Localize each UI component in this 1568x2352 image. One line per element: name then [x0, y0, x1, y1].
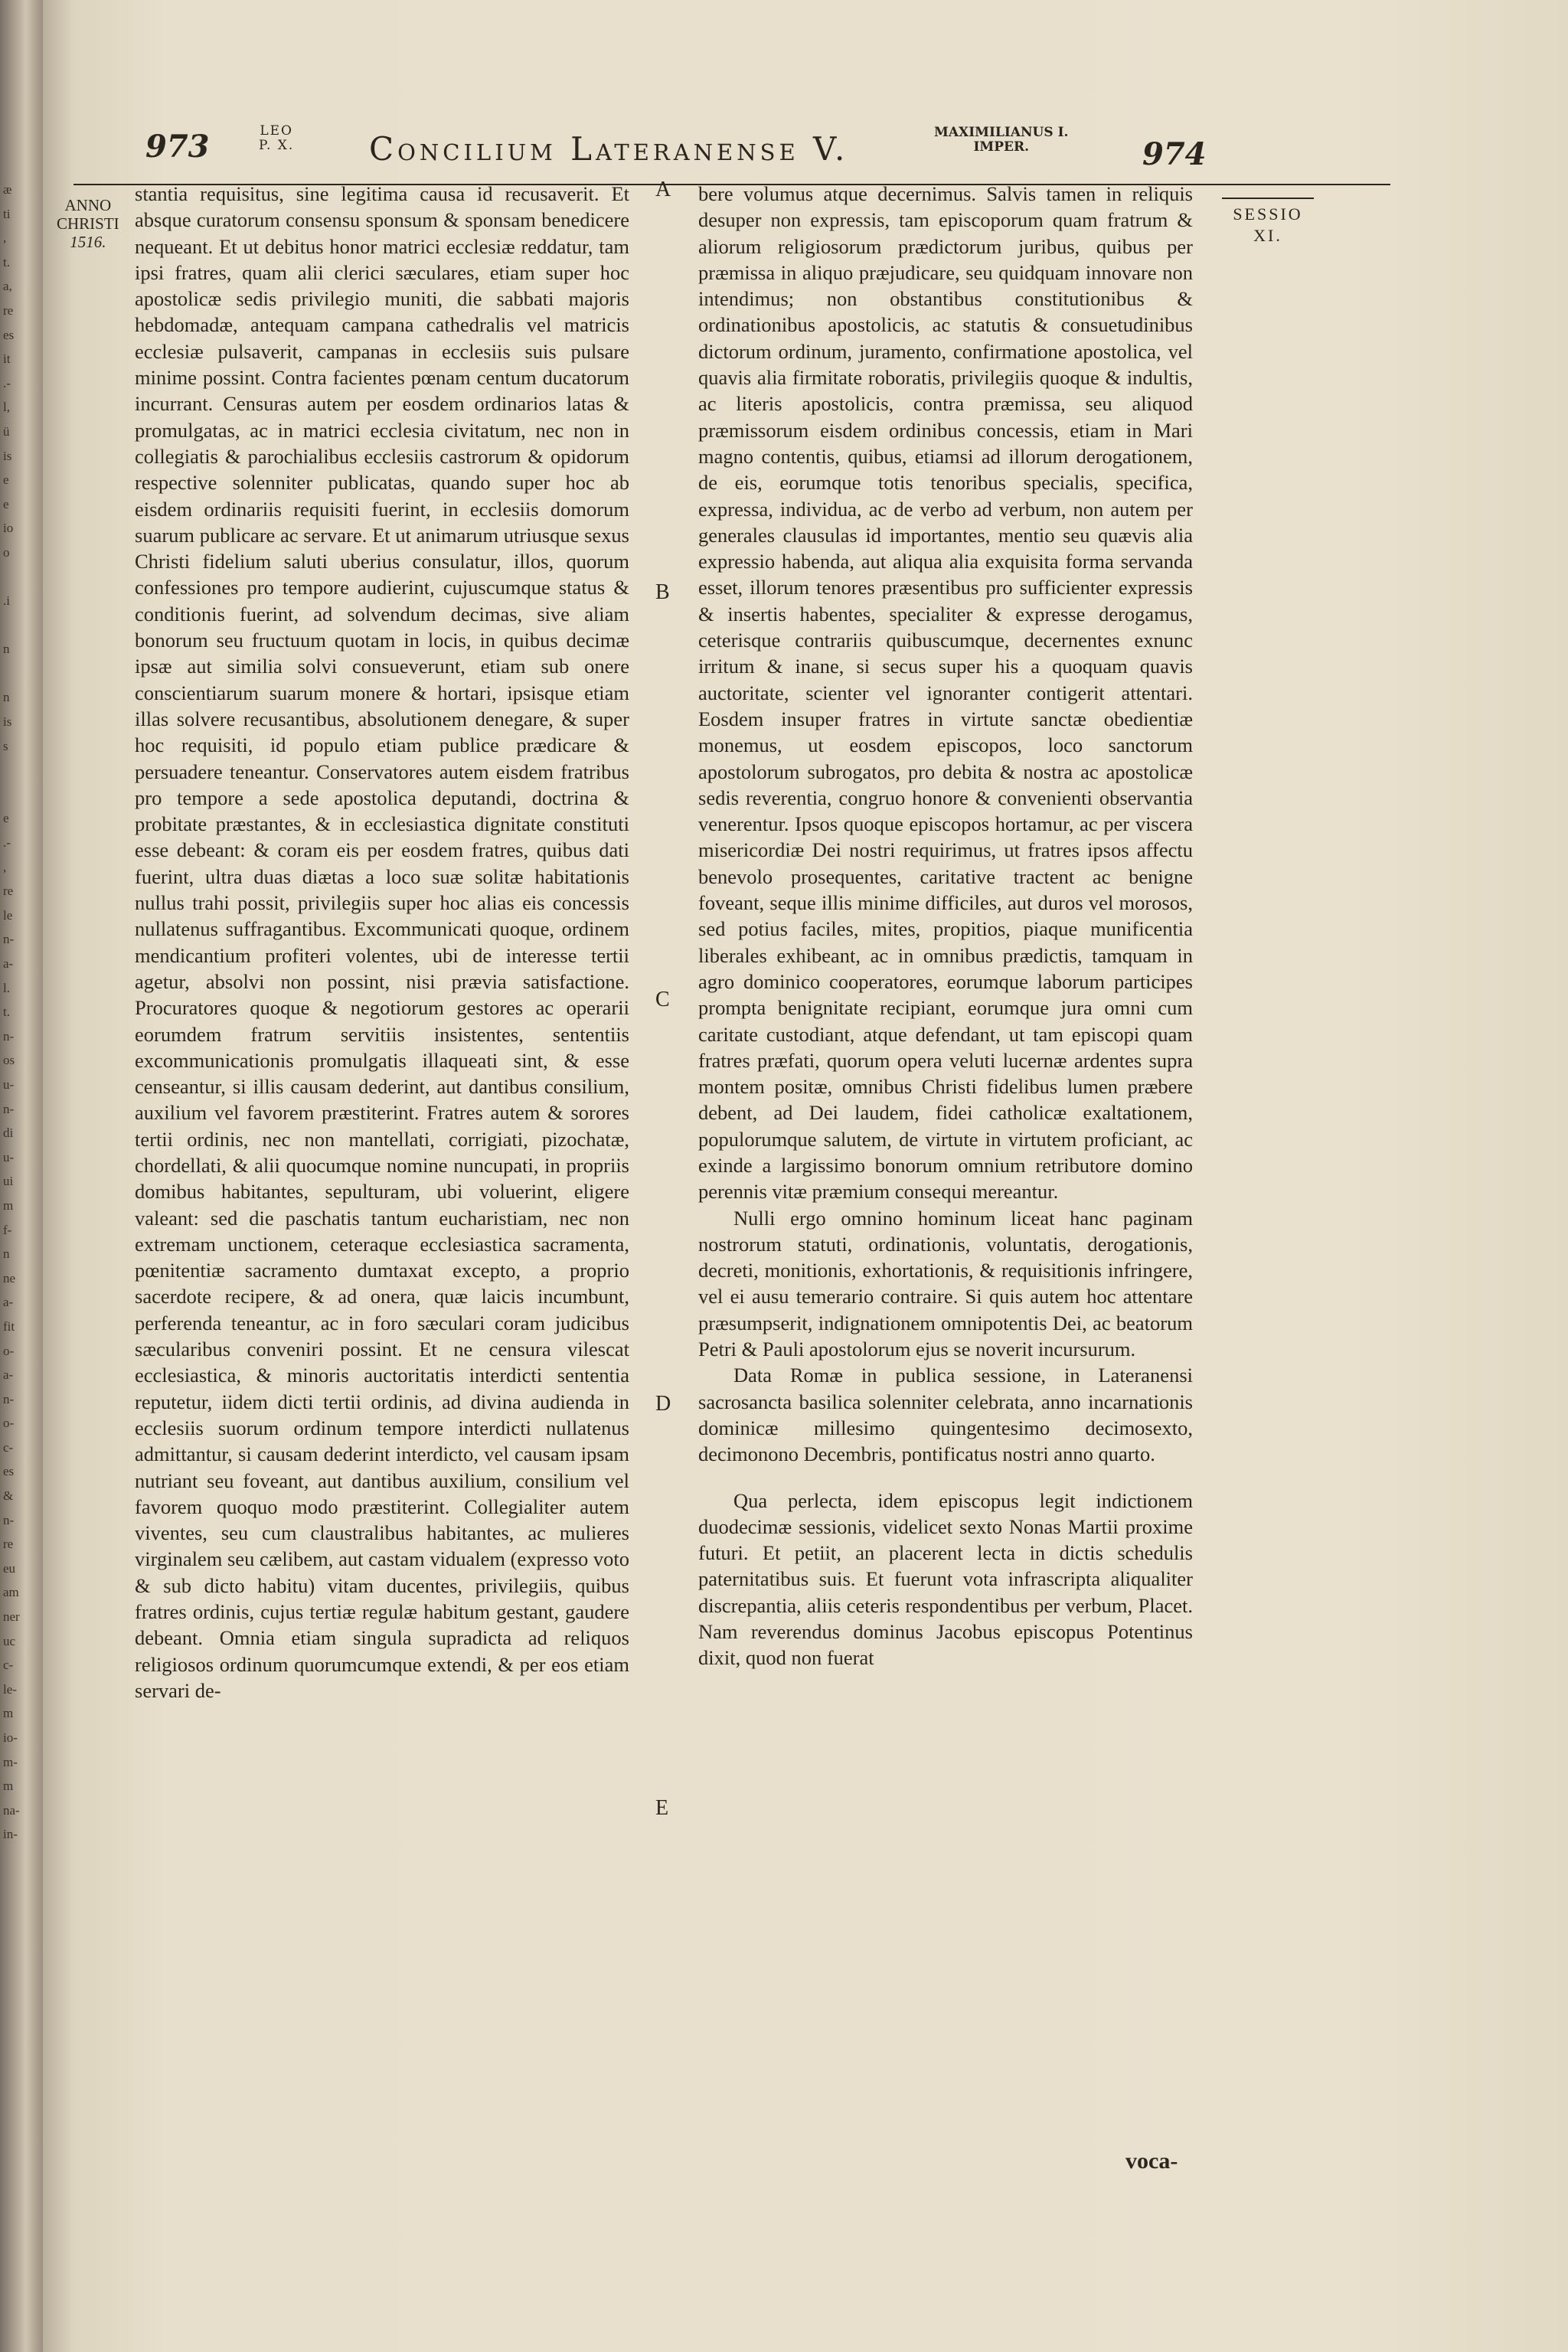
page-number-right: 974: [1142, 136, 1207, 172]
section-letter-e: E: [655, 1796, 669, 1820]
margin-anno: ANNO: [64, 196, 112, 214]
running-title: Concilium Lateranense V.: [369, 130, 849, 168]
right-paragraph-2: Nulli ergo omnino hominum liceat hanc paginam nostrorum statuti, ordinationis, voluntatis, derogationis, decreti, monitionis, exhortationis, & requisitionis infringere, vel ei ausu temerario contraire. Si quis autem hoc attentare præsumpserit, indignationem omnipotentis Dei, ac beatorum Petri & Pauli apostolorum ejus se noverit incursurum.: [698, 1206, 1193, 1361]
margin-note-session: [1222, 198, 1314, 247]
margin-year: 1516.: [70, 233, 106, 251]
margin-christi: CHRISTI: [57, 214, 119, 233]
emperor-name: MAXIMILIANUS I.: [934, 125, 1069, 140]
emperor-title: IMPER.: [973, 139, 1029, 155]
margin-sessio: SESSIO: [1233, 204, 1303, 224]
book-page: [43, 0, 1568, 2352]
margin-session-number: XI.: [1253, 226, 1282, 245]
section-letter-d: D: [655, 1392, 671, 1416]
right-paragraph-1: bere volumus atque decernimus. Salvis tamen in reliquis desuper non expressis, tam episcoporum quam fratrum & aliorum religiosorum prædictorum juribus, quibus per præmissa in aliquo præjudicare, seu quidquam innovare non intendimus; non obstantibus constitutionibus & ordinationibus apostolicis, ac statutis & consuetudinibus dictorum ordinum, juramento, confirmatione apostolica, vel quavis alia firmitate roboratis, privilegiis quoque & indultis, ac literis apostolicis, contra præmissa, seu aliquod præmissorum eisdem ordinibus concessis, etiam in Mari magno contentis, quibus, etiamsi ad illorum derogationem, de eis, eorumque totis tenoribus specialis, specifica, expressa, individua, ac de verbo ad verbum, non autem per generales clausulas id importantes, mentio seu quævis alia expressio habenda, aut aliqua alia exquisita forma servanda esset, illorum tenores præsentibus pro sufficienter expressis & insertis habentes, specialiter & expresse derogamus, ceterisque contrariis quibuscumque, decernentes exnunc irritum & inane, si secus super his a quoquam quavis auctoritate, scienter vel ignoranter contigerit attentari. Eosdem insuper fratres in virtute sanctæ obedientiæ monemus, ut eosdem episcopos, loco sanctorum apostolorum subrogatos, pro debita & nostra ac apostolicæ sedis reverentia, congruo honore & convenienti observantia venerentur. Ipsos quoque episcopos hortamur, ac per viscera misericordiæ Dei nostri requirimus, ut fratres ipsos affectu benevolo prosequentes, caritative tractent ac benigne foveant, seque illis minime difficiles, aut duros vel morosos, sed potius faciles, mites, propitios, piaque munificentia liberales exhibeant, ac in omnibus prædictis, tamquam in agro dominico cooperatores, eorumque laborum participes prompta benignitate recipiant, eorumque jura omni cum caritate custodiant, atque defendant, ut tam episcopi quam fratres præfati, quorum opera veluti lucernæ ardentes supra montem positæ, omnibus Christi fidelibus lumen præbere debent, ad Dei laudem, fidei catholicæ exaltationem, populorumque salutem, de virtute in virtutem proficiant, ac exinde a largissimo bonorum omnium retributore domino perennis vitæ præmium consequi mereantur.: [698, 182, 1193, 1204]
running-header: [43, 123, 1568, 175]
right-paragraph-3: Data Romæ in publica sessione, in Lateranensi sacrosancta basilica solenniter celebrata, anno incarnationis dominicæ millesimo quingentesimo decimosexto, decimonono Decembris, pontificatus nostri anno quarto.: [698, 1364, 1193, 1466]
section-letter-b: B: [655, 580, 670, 604]
pope-label: [259, 124, 294, 153]
page-number-left: 973: [145, 129, 210, 165]
previous-page-fragments: æ ti , t. a, re es it .- l, ü is e e io o .i n n is s e .- , re le n- a- l. t. n- os u- n- di u- ui m f- n ne a- fit o- a- n- o- c- es & n- re eu am ner uc c- le- m io- m- m na- in-: [3, 182, 20, 1842]
emperor-label: [934, 126, 1068, 155]
left-paragraph-1: stantia requisitus, sine legitima causa id recusaverit. Et absque curatorum consensu sponsum & sponsam benedicere nequeant. Et ut debitus honor matrici ecclesiæ reddatur, tam ipsi fratres, quam alii clerici sæculares, etiam super hoc apostolicæ sedis privilegio muniti, die sabbati majoris hebdomadæ, antequam campana cathedralis vel matricis ecclesiæ pulsaverit, campanas in ecclesiis suis pulsare minime possint. Contra facientes pœnam centum ducatorum incurrant. Censuras autem per eosdem ordinarios latas & promulgatas, ac in matrici ecclesia civitatum, nec non in collegiatis & parochialibus ecclesiis castrorum & opidorum respective solenniter publicatas, quando super hoc ab eisdem ordinariis requisiti fuerint, in ecclesiis domorum suarum publicare ac servare. Et ut animarum utriusque sexus Christi fidelium saluti uberius consulatur, illos, quorum confessiones pro tempore audierint, cujuscumque status & conditionis fuerint, ad solvendum decimas, sive aliam bonorum seu fructuum quotam in locis, in quibus decimæ ipsæ aut similia solvi consueverunt, etiam sub onere conscientiarum suarum monere & hortari, ipsisque etiam illas solvere recusantibus, absolutionem denegare, & super hoc requisiti, id populo etiam publice prædicare & persuadere teneantur. Conservatores autem eisdem fratribus pro tempore a sede apostolica deputandi, doctrina & probitate præstantes, & in ecclesiastica dignitate constituti esse debeant: & coram eis per eosdem fratres, quibus dati fuerint, ultra duas diætas a loco suæ solitæ habitationis nullus trahi possit, privilegiis super hoc alias eis concessis nullatenus suffragantibus. Excommunicati quoque, ordinem mendicantium profiteri volentes, ubi de interesse tertii agetur, absolvi non possint, nisi prævia satisfactione. Procuratores quoque & negotiorum gestores ac operarii eorumdem fratrum servitiis insistentes, sententiis excommunicationis promulgatis illaqueati sint, & esse censeantur, si illis causam dederint, aut dantibus consilium, auxilium vel favorem præstiterint. Fratres autem & sorores tertii ordinis, nec non mantellati, corrigiati, pizochatæ, chordellati, & alii quocumque nomine nuncupati, in propriis domibus habitantes, sepulturam, ubi voluerint, eligere valeant: sed die paschatis tantum eucharistiam, nec non extremam unctionem, ceteraque ecclesiastica sacramenta, pœnitentiæ sacramento dumtaxat excepto, a proprio sacerdote recipere, & ad onera, quæ laicis incumbunt, perferenda teneantur, ac in foro sæculari coram judicibus sæcularibus conveniri possint. Et ne censura vilescat ecclesiastica, & minoris auctoritatis interdicti sententia reputetur, iidem dicti tertii ordinis, ad divina audienda in ecclesiis suorum ordinum tempore interdicti nullatenus admittantur, si causam dederint interdicto, vel causam ipsam nutriant seu foveant, aut dantibus auxilium, consilium vel favorem quoquo modo præstiterint. Collegialiter autem viventes, seu cum claustralibus habitantes, ac mulieres virginalem seu cælibem, aut castam vidualem (expresso voto & sub dicto habitu) vitam ducentes, privilegiis, quibus fratres ordinis, cujus tertiæ regulæ habitum gestant, gaudere debeant. Omnia etiam singula supradicta ad reliquos religiosos ordinum quorumcumque extendi, & per eos etiam servari de-: [135, 182, 629, 1702]
pope-number: P. X.: [259, 138, 295, 153]
session-rule: [1222, 198, 1314, 199]
catchword: voca-: [1125, 2148, 1178, 2174]
section-letter-a: A: [655, 178, 671, 201]
previous-page-edge: [0, 0, 43, 2352]
pope-name: LEO: [260, 123, 293, 139]
right-column: [698, 181, 1193, 1671]
margin-note-year: [57, 196, 119, 251]
right-paragraph-4: Qua perlecta, idem episcopus legit indictionem duodecimæ sessionis, videlicet sexto Nonas Martii proxime futuri. Et petiit, an placerent lecta in dictis schedulis paternitatibus suis. Et fuerunt vota infrascripta aliqualiter discrepantia, aliis ceteris respondentibus per verbum, Placet. Nam reverendus dominus Jacobus episcopus Potentinus dixit, quod non fuerat: [698, 1488, 1193, 1670]
section-letter-c: C: [655, 988, 670, 1011]
left-column: [135, 181, 629, 1704]
